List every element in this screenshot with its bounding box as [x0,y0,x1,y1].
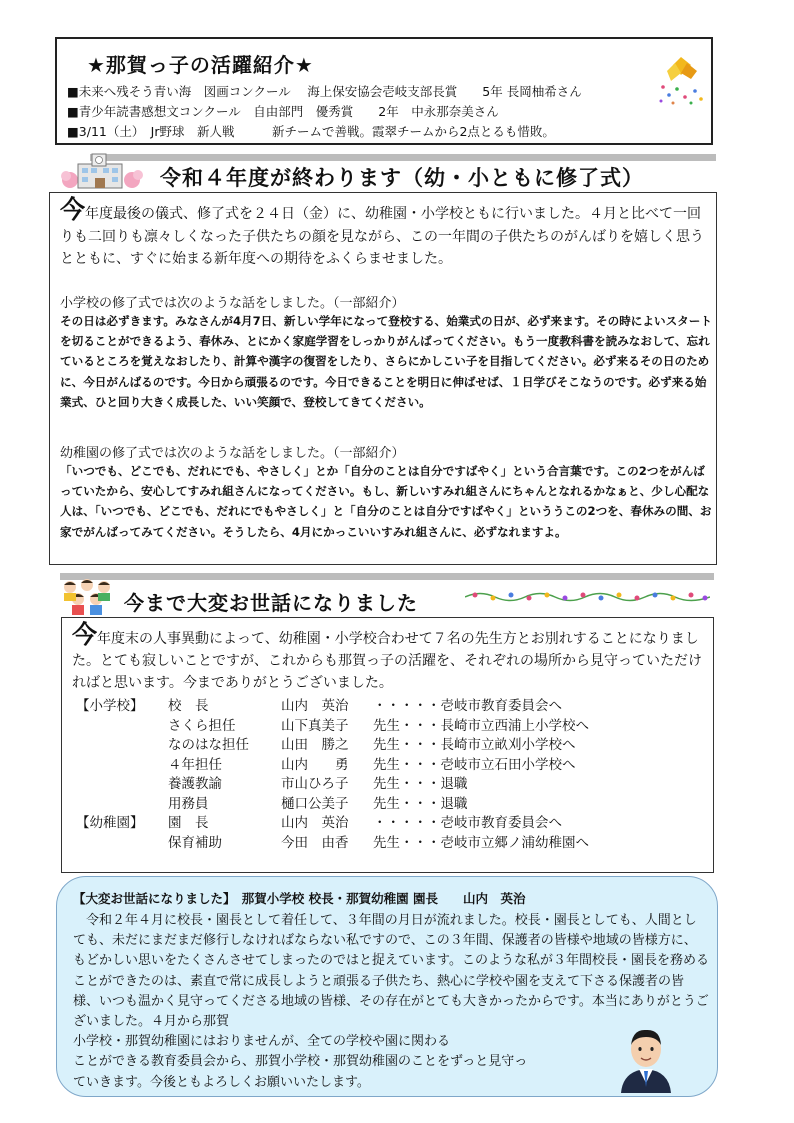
staff-name: 市山ひろ子 [281,776,349,792]
staff-destination: 先生・・・長崎市立畝刈小学校へ [373,737,576,753]
header-bar [60,573,714,580]
staff-name: 今田 由香 [281,834,349,851]
staff-name: 山田 勝之 [281,737,349,753]
staff-name: 山内 勇 [281,756,349,773]
message-line: ていきます。今後ともよろしくお願いいたします。 [73,1074,370,1090]
staff-role: 養護教諭 [168,776,222,792]
farewell-header [60,573,715,617]
principal-message-box [56,876,718,1097]
intro-text: 年度最後の儀式、修了式を２４日（金）に、幼稚園・小学校ともに行いました。４月と比べて一回りも二回りも凛々しくなった子供たちの顔を見ながら、この一年間の子供たちのがんばりを嬉しく思うとともに、すぐに始まる新年度への期待をふくらませました。 [60,206,704,267]
staff-role: さくら担任 [168,717,236,734]
staff-destination: 先生・・・長崎市立西浦上小学校へ [373,717,589,734]
achievements-box [55,37,713,145]
staff-role: なのはな担任 [168,737,249,753]
intro-text: 年度末の人事異動によって、幼稚園・小学校合わせて７名の先生方とお別れすることになりました。とても寂しいことですが、これからも那賀っ子の活躍を、それぞれの場所から見守っていただければと思います。今までありがとうございました。 [72,631,702,691]
staff-name: 山内 英治 [281,815,349,831]
achievement-item: ■3/11（土） Jr野球 新人戦 新チームで善戦。霞翠チームから2点とるも惜敗。 [67,124,555,139]
staff-destination: 先生・・・退職 [373,795,468,812]
closing-ceremony-title: 令和４年度が終わります（幼・小ともに修了式） [160,166,644,190]
school-building-icon [60,150,152,190]
children-group-icon [60,577,116,617]
achievement-item: ■青少年読書感想文コンクール 自由部門 優秀賞 2年 中永那奈美さん [67,104,499,119]
principal-message-body [73,911,709,1093]
staff-role: ４年担任 [168,756,222,773]
flower-garland-icon [465,587,710,605]
principal-message-title: 【大変お世話になりました】 那賀小学校 校長・那賀幼稚園 園長 山内 英治 [73,891,526,906]
staff-role: 校 長 [168,698,209,714]
staff-name: 山下真美子 [281,717,349,734]
staff-destination: ・・・・・壱岐市教育委員会へ [373,815,562,831]
staff-destination: 先生・・・壱岐市立郷ノ浦幼稚園へ [373,834,589,851]
staff-destination: ・・・・・壱岐市教育委員会へ [373,698,562,714]
closing-intro [60,195,710,271]
kinder-talk-heading: 幼稚園の修了式では次のような話をしました。（一部紹介） [60,446,405,461]
kinder-talk-text: 「いつでも、どこでも、だれにでも、やさしく」とか「自分のことは自分ですばやく」という合言葉です。この2つをがんばっていたから、安心してすみれ組さんになってください。もし、新しいすみれ組さんにちゃんとなれるかなぁと、少し心配な人は、「いつでも、どこでも、だれにでもやさしく」と「自分のことは自分ですばやく」といううこの2つを、春休みの間、お家でがんばってみてください。そうしたら、4月にかっこいいすみれ組さんに、必ずなれますよ。 [60,464,712,539]
staff-destination: 先生・・・退職 [373,776,468,792]
fireworks-icon [655,51,707,107]
staff-name: 樋口公美子 [281,795,349,812]
farewell-box [61,617,714,873]
intro-initial: 今 [72,620,98,649]
farewell-title: 今まで大変お世話になりました [124,591,418,615]
staff-role: 保育補助 [168,834,222,851]
principal-portrait-icon [617,1027,675,1093]
achievements-title: ★那賀っ子の活躍紹介★ [87,53,314,77]
staff-name: 山内 英治 [281,698,349,714]
intro-initial: 今 [60,195,86,224]
school-talk-heading: 小学校の修了式では次のような話をしました。（一部紹介） [60,296,405,311]
message-line: 小学校・那賀幼稚園にはおりませんが、全ての学校や園に関わる [73,1034,451,1050]
school-talk-text: その日は必ずきます。みなさんが4月7日、新しい学年になって登校する、始業式の日が、必ず来ます。その時によいスタートを切ることができるよう、春休み、とにかく家庭学習をしっかりがんばってください。もう一度教科書を読みなおして、忘れているところを覚えなおしたり、計算や漢字の復習をしたり、さらにかしこい子を目指してください。必ず来るその日のために、今日がんばるのです。今日から頑張るのです。今日できることを明日に伸ばせば、１日学びそこなうのです。必ず来る始業式、ひと回り大きく成長した、いい笑顔で、登校してきてください。 [60,314,712,409]
staff-role: 園 長 [168,815,209,831]
staff-destination: 先生・・・壱岐市立石田小学校へ [373,756,576,773]
achievement-item: ■未来へ残そう青い海 図画コンクール 海上保安協会壱岐支部長賞 5年 長岡柚希さん [67,84,582,99]
farewell-intro [72,620,712,694]
message-line: ことができる教育委員会から、那賀小学校・那賀幼稚園のことをずっと見守っ [73,1054,528,1070]
closing-ceremony-header [60,160,715,194]
staff-group: 【幼稚園】 [76,815,144,831]
header-bar [90,154,716,161]
message-paragraph: 令和２年４月に校長・園長として着任して、３年間の月日が流れました。校長・園長としても、人間としても、未だにまだまだ修行しなければならない私ですので、この３年間、保護者の皆様や地域の皆様方に、もどかしい思いをたくさんさせてしまったのではと捉えています。このような私が３年間校長・園長を務めることができたのは、素直で常に成長しようと頑張る子供たち、熱心に学校や園を支えて下さる保護者の皆様、いつも温かく見守ってくださる地域の皆様、その存在がとても大きかったからです。本当にありがとうございました。４月から那賀 [73,913,709,1030]
closing-ceremony-box [49,192,717,565]
staff-role: 用務員 [168,795,209,812]
staff-group: 【小学校】 [76,698,144,714]
